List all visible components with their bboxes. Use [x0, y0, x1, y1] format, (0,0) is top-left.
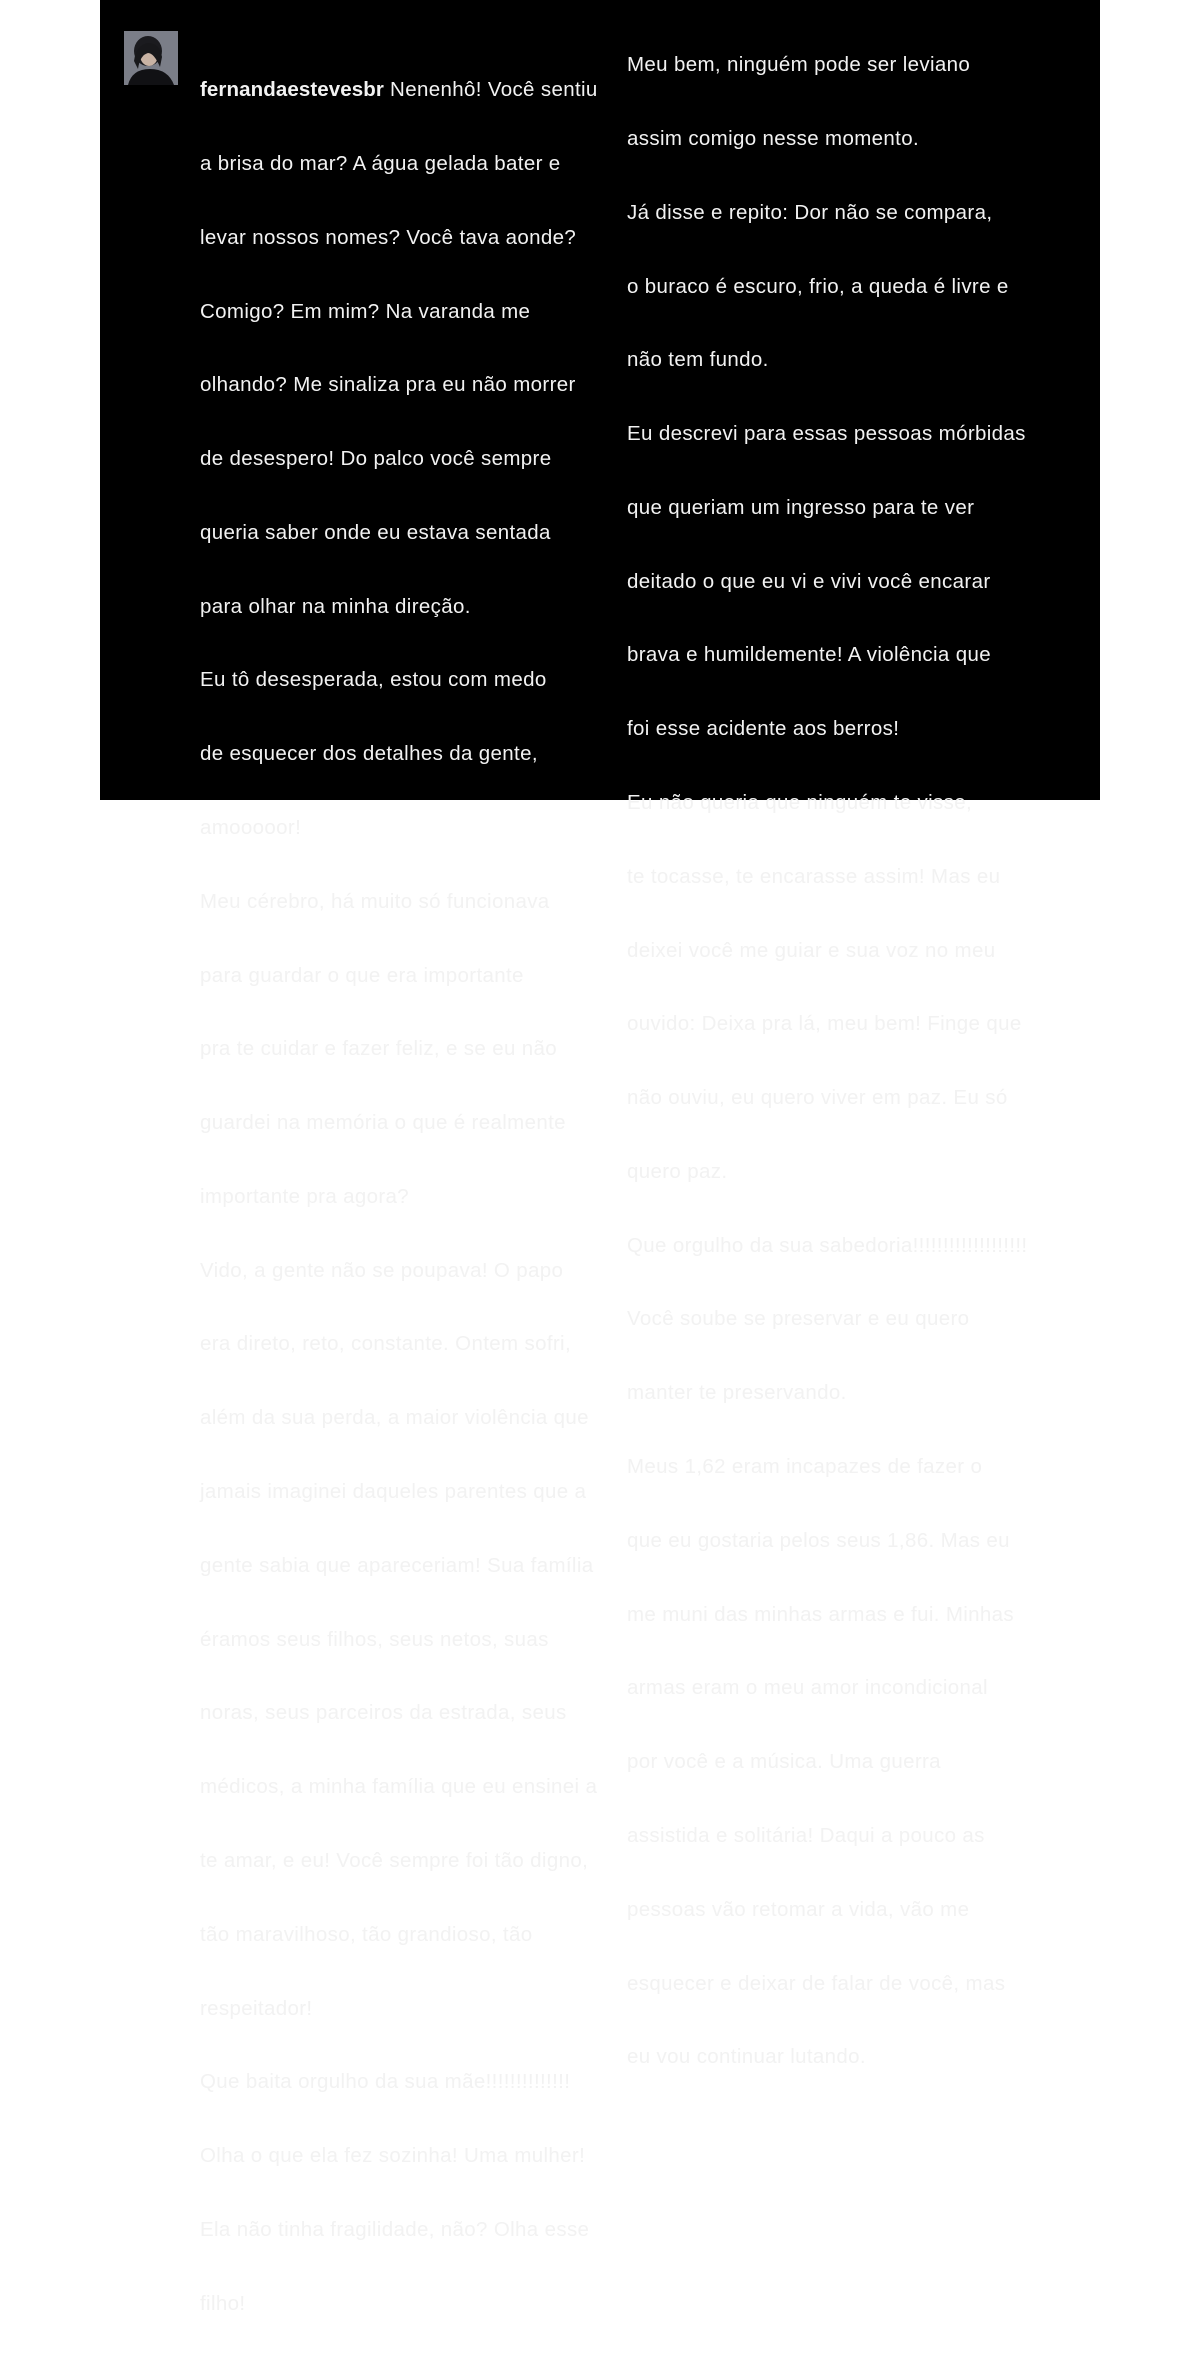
caption-text-line: noras, seus parceiros da estrada, seus	[200, 1701, 567, 1725]
caption-text-line: Eu tô desesperada, estou com medo	[200, 668, 547, 692]
caption-text-line: Vido, a gente não se poupava! O papo	[200, 1258, 564, 1282]
caption-text-line: importante pra agora?	[200, 1184, 410, 1208]
caption-text-line: queria saber onde eu estava sentada	[200, 520, 551, 544]
caption-text-line: armas eram o meu amor incondicional	[627, 1676, 988, 1700]
caption-left-column	[200, 29, 600, 2365]
caption-text-line: guardei na memória o que é realmente	[200, 1111, 566, 1135]
caption-text-line: médicos, a minha família que eu ensinei a	[200, 1775, 598, 1799]
caption-text-line: era direto, reto, constante. Ontem sofri,	[200, 1332, 571, 1356]
caption-text-line: eu vou continuar lutando.	[627, 2045, 866, 2069]
caption-text-line: o buraco é escuro, frio, a queda é livre e	[627, 274, 1009, 298]
post-screenshot	[100, 0, 1100, 2315]
caption-text-line: Eu não queria que ninguém te visse,	[627, 791, 973, 814]
caption-right-column	[627, 4, 1087, 2119]
caption-text-line: Já disse e repito: Dor não se compara,	[627, 200, 993, 224]
caption-text-line: Comigo? Em mim? Na varanda me	[200, 299, 531, 323]
caption-text-line: Que baita orgulho da sua mãe!!!!!!!!!!!!!!	[200, 2070, 571, 2094]
caption-text-line: além da sua perda, a maior violência que	[200, 1406, 589, 1430]
caption-text-line: Você soube se preservar e eu quero	[627, 1307, 970, 1331]
caption-text-line: Meu bem, ninguém pode ser leviano	[627, 53, 971, 77]
caption-text-line: manter te preservando.	[627, 1381, 847, 1405]
caption-text-line: para guardar o que era importante	[200, 963, 524, 987]
caption-text-line: que eu gostaria pelos seus 1,86. Mas eu	[627, 1528, 1010, 1552]
caption-text-line: jamais imaginei daqueles parentes que a	[200, 1480, 587, 1504]
caption-text-line: brava e humildemente! A violência que	[627, 643, 991, 667]
caption-text-line: me muni das minhas armas e fui. Minhas	[627, 1602, 1015, 1626]
caption-text-line: tão maravilhoso, tão grandioso, tão	[200, 1922, 533, 1946]
caption-text-line: te tocasse, te encarasse assim! Mas eu	[627, 864, 1001, 888]
caption-text-line: Que orgulho da sua sabedoria!!!!!!!!!!!!!!!!!!!	[627, 1233, 1028, 1257]
caption-text-line: Meus 1,62 eram incapazes de fazer o	[627, 1455, 983, 1479]
caption-text-line: ouvido: Deixa pra lá, meu bem! Finge que	[627, 1012, 1022, 1036]
caption-first-line	[200, 78, 600, 103]
caption-text-line: por você e a música. Uma guerra	[627, 1750, 941, 1774]
caption-text-line: Eu descrevi para essas pessoas mórbidas	[627, 422, 1026, 446]
caption-text-line: não ouviu, eu quero viver em paz. Eu só	[627, 1086, 1008, 1110]
caption-text-line: deixei você me guiar e sua voz no meu	[627, 938, 996, 962]
caption-text-line: deitado o que eu vi e vivi você encarar	[627, 569, 991, 593]
caption-text-line: amooooor!	[200, 816, 302, 839]
caption-text-line: pessoas vão retomar a vida, vão me	[627, 1897, 970, 1921]
caption-text-line: levar nossos nomes? Você tava aonde?	[200, 225, 577, 249]
caption-text-line: Meu cérebro, há muito só funcionava	[200, 889, 550, 913]
caption-text-line: quero paz.	[627, 1159, 728, 1183]
username-link[interactable]: fernandaestevesbr	[200, 78, 385, 102]
caption-text-line: olhando? Me sinaliza pra eu não morrer	[200, 373, 576, 397]
caption-text-line: de esquecer dos detalhes da gente,	[200, 742, 538, 766]
caption-text-line: filho!	[200, 2291, 246, 2315]
caption-text-line: de desespero! Do palco você sempre	[200, 447, 552, 471]
caption-text-line: pra te cuidar e fazer feliz, e se eu não	[200, 1037, 558, 1061]
caption-text-line: esquecer e deixar de falar de você, mas	[627, 1971, 1006, 1995]
profile-photo-icon[interactable]	[124, 31, 178, 85]
caption-text-line: Ela não tinha fragilidade, não? Olha esse	[200, 2217, 590, 2241]
caption-text-line: a brisa do mar? A água gelada bater e	[200, 151, 561, 175]
caption-text-line: para olhar na minha direção.	[200, 594, 471, 618]
caption-text-line: foi esse acidente aos berros!	[627, 717, 900, 741]
caption-text-line: te amar, e eu! Você sempre foi tão digno,	[200, 1848, 589, 1872]
caption-text-line: assistida e solitária! Daqui a pouco as	[627, 1823, 985, 1847]
caption-text-line: que queriam um ingresso para te ver	[627, 495, 975, 519]
caption-text-line: éramos seus filhos, seus netos, suas	[200, 1627, 549, 1651]
caption-text-line: assim comigo nesse momento.	[627, 126, 920, 150]
caption-text-line: Nenenhô! Você sentiu	[384, 78, 598, 102]
caption-text-line: gente sabia que apareceriam! Sua família	[200, 1553, 594, 1577]
caption-text-line: respeitador!	[200, 1996, 313, 2020]
caption-text-line: não tem fundo.	[627, 348, 769, 372]
caption-text-line: Olha o que ela fez sozinha! Uma mulher!	[200, 2144, 586, 2168]
